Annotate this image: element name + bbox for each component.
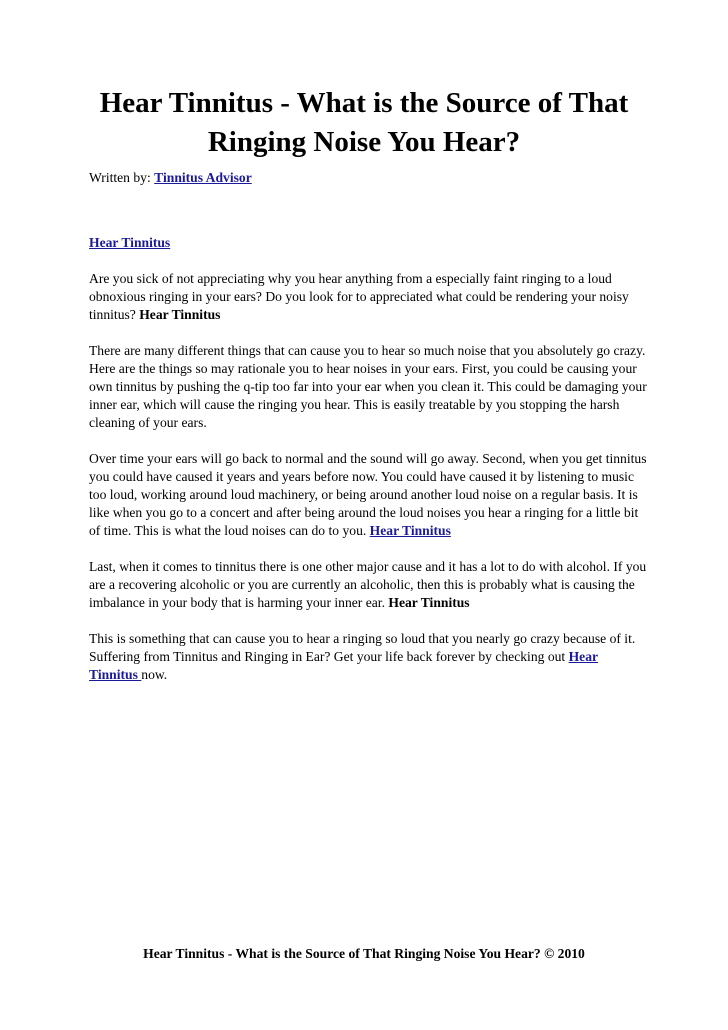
paragraph-2-text: There are many different things that can cause you to hear so much noise that you absolutely go crazy. Here are the things so may rationale you to hear noises in your ears. First, you could be causing your own tinnitus by pushing the q-tip too far into your ear when you clean it. This could be damaging your inner ear, which will cause the ringing you hear. This is easily treatable by you stopping the harsh cleaning of your ears.: [89, 343, 647, 430]
author-link[interactable]: Tinnitus Advisor: [154, 170, 252, 185]
page-footer: Hear Tinnitus - What is the Source of That Ringing Noise You Hear? © 2010: [143, 946, 585, 961]
paragraph-3-text: Over time your ears will go back to normal and the sound will go away. Second, when you get tinnitus you could have caused it years and years before now. You could have caused it by listening to music too loud, working around loud machinery, or being around another loud noise on a regular basis. It is like when you go to a concert and after being around the loud noises you hear a ringing for a little bit of time. This is what the loud noises can do to you.: [89, 451, 647, 538]
paragraph-1: [89, 270, 649, 324]
paragraph-4: [89, 558, 649, 612]
byline-label: Written by:: [89, 170, 155, 185]
paragraph-4-text: Last, when it comes to tinnitus there is one other major cause and it has a lot to do with alcohol. If you are a recovering alcoholic or you are currently an alcoholic, then this is probably what is causing the imbalance in your body that is harming your inner ear.: [89, 559, 647, 610]
paragraph-1-keyword: Hear Tinnitus: [139, 307, 221, 322]
paragraph-3: [89, 450, 649, 540]
paragraph-5-text-end: now.: [141, 667, 168, 682]
paragraph-4-keyword: Hear Tinnitus: [388, 595, 470, 610]
article-body: [89, 234, 649, 702]
paragraph-3-link[interactable]: Hear Tinnitus: [369, 523, 451, 538]
paragraph-5-link[interactable]: Hear Tinnitus: [89, 649, 599, 682]
byline: [89, 169, 252, 187]
paragraph-2: [89, 342, 649, 432]
document-title: Hear Tinnitus - What is the Source of That Ringing Noise You Hear?: [99, 87, 629, 158]
section-heading-link[interactable]: Hear Tinnitus: [89, 235, 171, 250]
paragraph-5-text: This is something that can cause you to hear a ringing so loud that you nearly go crazy because of it. Suffering from Tinnitus and Ringing in Ear? Get your life back forever by checking out: [89, 631, 636, 664]
section-heading: [89, 234, 649, 252]
paragraph-5: [89, 630, 649, 684]
paragraph-1-text: Are you sick of not appreciating why you hear anything from a especially faint ringing to a loud obnoxious ringing in your ears? Do you look for to appreciated what could be rendering your noisy tinnitus?: [89, 271, 629, 322]
